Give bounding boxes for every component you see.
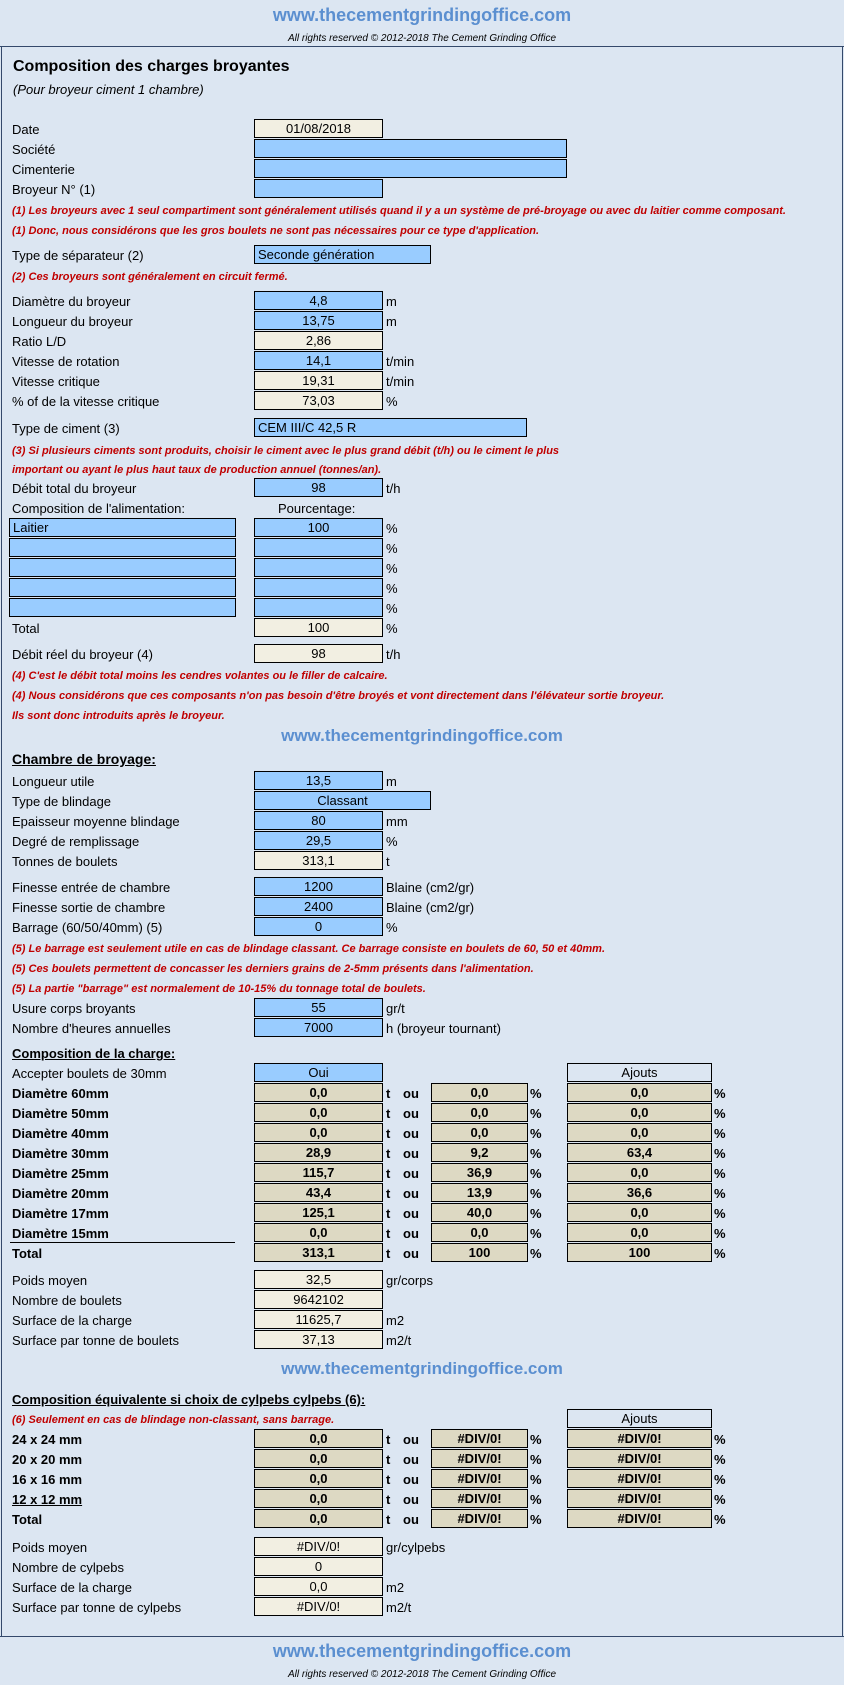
- row-label: 12 x 12 mm: [12, 1492, 83, 1507]
- unit: %: [386, 834, 398, 849]
- longueur-utile-field[interactable]: 13,5: [254, 771, 383, 790]
- unit: gr/cylpebs: [386, 1540, 446, 1555]
- frame-border: [842, 46, 843, 1636]
- heures-label: Nombre d'heures annuelles: [12, 1021, 171, 1036]
- ratio-value: 2,86: [254, 331, 383, 350]
- frame-border: [1, 46, 2, 1636]
- unit: gr/corps: [386, 1273, 433, 1288]
- unit: %: [530, 1106, 542, 1121]
- row-label: Diamètre 20mm: [12, 1186, 109, 1201]
- unit: m2: [386, 1313, 405, 1328]
- unit: ou: [403, 1226, 419, 1241]
- unit: %: [386, 581, 398, 596]
- date-field[interactable]: 01/08/2018: [254, 119, 383, 138]
- unit: t: [386, 1166, 391, 1181]
- ajouts-cell: 63,4: [567, 1143, 712, 1162]
- cyl-poids-label: Poids moyen: [12, 1540, 88, 1555]
- unit: %: [530, 1086, 542, 1101]
- unit: ou: [403, 1452, 419, 1467]
- site-link[interactable]: www.thecementgrindingoffice.com: [272, 5, 572, 25]
- tonnes-cell: 0,0: [254, 1223, 383, 1242]
- tonnes-cell: 0,0: [254, 1509, 383, 1528]
- ajouts-cell: 0,0: [567, 1203, 712, 1222]
- remplissage-label: Degré de remplissage: [12, 834, 140, 849]
- unit: %: [714, 1432, 726, 1447]
- tonnes-cell: 28,9: [254, 1143, 383, 1162]
- unit: ou: [403, 1246, 419, 1261]
- ajouts-cell: #DIV/0!: [567, 1509, 712, 1528]
- unit: t: [386, 1126, 391, 1141]
- poids-moyen-label: Poids moyen: [12, 1273, 88, 1288]
- note-4a: (4) C'est le débit total moins les cendres volantes ou le filler de calcaire.: [12, 670, 388, 682]
- longueur-utile-label: Longueur utile: [12, 774, 95, 789]
- cyl-nombre-value: 0: [254, 1557, 383, 1576]
- tonnes-cell: 125,1: [254, 1203, 383, 1222]
- feed-pct-field[interactable]: 100: [254, 518, 383, 537]
- unit: %: [714, 1106, 726, 1121]
- unit: ou: [403, 1106, 419, 1121]
- unit: t: [386, 1226, 391, 1241]
- pourcentage-label: Pourcentage:: [278, 501, 356, 516]
- diametre-field[interactable]: 4,8: [254, 291, 383, 310]
- broyeur-field[interactable]: [254, 179, 383, 198]
- unit: ou: [403, 1432, 419, 1447]
- site-link[interactable]: www.thecementgrindingoffice.com: [281, 726, 563, 745]
- pct-cell: 40,0: [431, 1203, 528, 1222]
- pct-cell: 100: [431, 1243, 528, 1262]
- feed-name-field[interactable]: [9, 558, 236, 577]
- ajouts-cell: 0,0: [567, 1103, 712, 1122]
- unit: m: [386, 774, 397, 789]
- finesse-entree-label: Finesse entrée de chambre: [12, 880, 171, 895]
- unit: %: [714, 1246, 726, 1261]
- unit: t: [386, 1432, 391, 1447]
- feed-pct-field[interactable]: [254, 538, 383, 557]
- barrage-label: Barrage (60/50/40mm) (5): [12, 920, 163, 935]
- tonnes-cell: 313,1: [254, 1243, 383, 1262]
- unit: %: [386, 561, 398, 576]
- pct-cell: #DIV/0!: [431, 1469, 528, 1488]
- copyright: All rights reserved © 2012-2018 The Cement Grinding Office: [287, 1669, 557, 1680]
- ajouts-cell: #DIV/0!: [567, 1449, 712, 1468]
- copyright: All rights reserved © 2012-2018 The Cement Grinding Office: [287, 33, 557, 44]
- ciment-field[interactable]: CEM III/C 42,5 R: [254, 418, 527, 437]
- usure-label: Usure corps broyants: [12, 1001, 136, 1016]
- broyeur-label: Broyeur N° (1): [12, 182, 96, 197]
- ajouts-cell: 36,6: [567, 1183, 712, 1202]
- unit: %: [530, 1452, 542, 1467]
- diametre-label: Diamètre du broyeur: [12, 294, 131, 309]
- accept-field[interactable]: Oui: [254, 1063, 383, 1082]
- unit: ou: [403, 1186, 419, 1201]
- total-value: 100: [254, 618, 383, 637]
- divider: [0, 1636, 844, 1637]
- unit: t: [386, 1246, 391, 1261]
- tonnes-value: 313,1: [254, 851, 383, 870]
- note-5b: (5) Ces boulets permettent de concasser les derniers grains de 2-5mm présents dans l'alimentation.: [12, 963, 534, 975]
- heures-field[interactable]: 7000: [254, 1018, 383, 1037]
- unit: t: [386, 1492, 391, 1507]
- ajouts-cell: 0,0: [567, 1223, 712, 1242]
- cyl-nombre-label: Nombre de cylpebs: [12, 1560, 124, 1575]
- cyl-surface-label: Surface de la charge: [12, 1580, 132, 1595]
- unit: %: [386, 394, 398, 409]
- row-label: Diamètre 25mm: [12, 1166, 109, 1181]
- surface-charge-value: 11625,7: [254, 1310, 383, 1329]
- vitesse-label: Vitesse de rotation: [12, 354, 120, 369]
- total-label: Total: [12, 621, 40, 636]
- tonnes-cell: 115,7: [254, 1163, 383, 1182]
- debit-field[interactable]: 98: [254, 478, 383, 497]
- unit: t: [386, 1086, 391, 1101]
- epaisseur-label: Epaisseur moyenne blindage: [12, 814, 180, 829]
- blindage-label: Type de blindage: [12, 794, 112, 809]
- chambre-title: Chambre de broyage:: [12, 751, 156, 767]
- unit: t: [386, 1452, 391, 1467]
- unit: %: [530, 1126, 542, 1141]
- ajouts-cell: 100: [567, 1243, 712, 1262]
- cimenterie-label: Cimenterie: [12, 162, 75, 177]
- tonnes-cell: 0,0: [254, 1489, 383, 1508]
- unit: m2/t: [386, 1600, 412, 1615]
- unit: %: [714, 1512, 726, 1527]
- usure-field[interactable]: 55: [254, 998, 383, 1017]
- cyl-surface-value: 0,0: [254, 1577, 383, 1596]
- pct-cell: 0,0: [431, 1123, 528, 1142]
- tonnes-cell: 0,0: [254, 1449, 383, 1468]
- unit: %: [714, 1206, 726, 1221]
- nombre-boulets-label: Nombre de boulets: [12, 1293, 122, 1308]
- tonnes-cell: 43,4: [254, 1183, 383, 1202]
- unit: ou: [403, 1086, 419, 1101]
- finesse-sortie-label: Finesse sortie de chambre: [12, 900, 166, 915]
- pct-cell: 13,9: [431, 1183, 528, 1202]
- note-5c: (5) La partie "barrage" est normalement de 10-15% du tonnage total de boulets.: [12, 983, 426, 995]
- note-4b: (4) Nous considérons que ces composants n'on pas besoin d'être broyés et vont directement dans l'élévateur sortie broyeur.: [12, 690, 665, 702]
- unit: m2: [386, 1580, 405, 1595]
- unit: ou: [403, 1512, 419, 1527]
- unit: m: [386, 314, 397, 329]
- tonnes-cell: 0,0: [254, 1429, 383, 1448]
- note-4c: Ils sont donc introduits après le broyeur.: [12, 710, 225, 722]
- unit: ou: [403, 1126, 419, 1141]
- unit: ou: [403, 1206, 419, 1221]
- vitesse-field[interactable]: 14,1: [254, 351, 383, 370]
- unit: t: [386, 1512, 391, 1527]
- ajouts-cell: 0,0: [567, 1163, 712, 1182]
- row-label: Diamètre 40mm: [12, 1126, 109, 1141]
- debit-reel-value: 98: [254, 644, 383, 663]
- note-3b: important ou ayant le plus haut taux de production annuel (tonnes/an).: [12, 464, 382, 476]
- unit: %: [386, 601, 398, 616]
- note-6: (6) Seulement en cas de blindage non-classant, sans barrage.: [12, 1414, 335, 1426]
- barrage-field[interactable]: 0: [254, 917, 383, 936]
- pct-cell: #DIV/0!: [431, 1509, 528, 1528]
- epaisseur-field[interactable]: 80: [254, 811, 383, 830]
- unit: m2/t: [386, 1333, 412, 1348]
- site-link[interactable]: www.thecementgrindingoffice.com: [281, 1359, 563, 1378]
- unit: %: [386, 621, 398, 636]
- societe-label: Société: [12, 142, 56, 157]
- separateur-label: Type de séparateur (2): [12, 248, 144, 263]
- finesse-entree-field[interactable]: 1200: [254, 877, 383, 896]
- unit: gr/t: [386, 1001, 405, 1016]
- cyl-surface-tonne-value: #DIV/0!: [254, 1597, 383, 1616]
- unit: %: [530, 1246, 542, 1261]
- accept-label: Accepter boulets de 30mm: [12, 1066, 167, 1081]
- unit: t/min: [386, 374, 415, 389]
- unit: m: [386, 294, 397, 309]
- page-subtitle: (Pour broyeur ciment 1 chambre): [13, 82, 204, 97]
- debit-label: Débit total du broyeur: [12, 481, 137, 496]
- unit: t/min: [386, 354, 415, 369]
- date-label: Date: [12, 122, 40, 137]
- societe-field[interactable]: [254, 139, 567, 158]
- unit: t/h: [386, 481, 401, 496]
- charge-title: Composition de la charge:: [12, 1046, 176, 1061]
- unit: ou: [403, 1146, 419, 1161]
- surface-tonne-value: 37,13: [254, 1330, 383, 1349]
- unit: ou: [403, 1166, 419, 1181]
- ciment-label: Type de ciment (3): [12, 421, 120, 436]
- row-label: Total: [12, 1512, 43, 1527]
- row-label: Diamètre 50mm: [12, 1106, 109, 1121]
- note-2: (2) Ces broyeurs sont généralement en circuit fermé.: [12, 271, 288, 283]
- cimenterie-field[interactable]: [254, 159, 567, 178]
- row-label: 24 x 24 mm: [12, 1432, 83, 1447]
- tonnes-label: Tonnes de boulets: [12, 854, 118, 869]
- unit: %: [714, 1146, 726, 1161]
- vitesse-critique-value: 19,31: [254, 371, 383, 390]
- pct-cell: 9,2: [431, 1143, 528, 1162]
- unit: %: [530, 1492, 542, 1507]
- note-5a: (5) Le barrage est seulement utile en cas de blindage classant. Ce barrage consiste en boulets de 60, 50 et 40mm.: [12, 943, 606, 955]
- tonnes-cell: 0,0: [254, 1103, 383, 1122]
- vitesse-critique-label: Vitesse critique: [12, 374, 100, 389]
- pct-critique-label: % of de la vitesse critique: [12, 394, 160, 409]
- pct-critique-value: 73,03: [254, 391, 383, 410]
- unit: %: [530, 1226, 542, 1241]
- feed-name-field[interactable]: [9, 578, 236, 597]
- unit: %: [530, 1146, 542, 1161]
- note-3a: (3) Si plusieurs ciments sont produits, choisir le ciment avec le plus grand débit (t/h) ou le ciment le plus: [12, 445, 560, 457]
- remplissage-field[interactable]: 29,5: [254, 831, 383, 850]
- tonnes-cell: 0,0: [254, 1469, 383, 1488]
- ajouts-cell: #DIV/0!: [567, 1469, 712, 1488]
- ajouts-cell: #DIV/0!: [567, 1429, 712, 1448]
- ajouts-cell: 0,0: [567, 1123, 712, 1142]
- unit: h (broyeur tournant): [386, 1021, 501, 1036]
- unit: %: [530, 1166, 542, 1181]
- row-label: 20 x 20 mm: [12, 1452, 83, 1467]
- pct-cell: 36,9: [431, 1163, 528, 1182]
- feed-pct-field[interactable]: [254, 558, 383, 577]
- debit-reel-label: Débit réel du broyeur (4): [12, 647, 153, 662]
- poids-moyen-value: 32,5: [254, 1270, 383, 1289]
- surface-tonne-label: Surface par tonne de boulets: [12, 1333, 179, 1348]
- row-label: Diamètre 60mm: [12, 1086, 109, 1101]
- row-label: Total: [12, 1246, 43, 1261]
- finesse-sortie-field[interactable]: 2400: [254, 897, 383, 916]
- unit: ou: [403, 1492, 419, 1507]
- unit: %: [714, 1186, 726, 1201]
- unit: %: [530, 1472, 542, 1487]
- site-link[interactable]: www.thecementgrindingoffice.com: [272, 1641, 572, 1661]
- unit: %: [386, 920, 398, 935]
- unit: mm: [386, 814, 408, 829]
- unit: %: [714, 1452, 726, 1467]
- divider: [0, 46, 844, 47]
- unit: %: [530, 1186, 542, 1201]
- cyl-poids-value: #DIV/0!: [254, 1537, 383, 1556]
- ajouts-header: Ajouts: [567, 1409, 712, 1428]
- unit: t: [386, 1206, 391, 1221]
- row-label: Diamètre 30mm: [12, 1146, 109, 1161]
- surface-charge-label: Surface de la charge: [12, 1313, 132, 1328]
- unit: %: [386, 541, 398, 556]
- ajouts-cell: 0,0: [567, 1083, 712, 1102]
- page-title: Composition des charges broyantes: [13, 58, 290, 75]
- unit: Blaine (cm2/gr): [386, 880, 475, 895]
- ajouts-cell: #DIV/0!: [567, 1489, 712, 1508]
- ajouts-header: Ajouts: [567, 1063, 712, 1082]
- unit: t: [386, 1472, 391, 1487]
- feed-pct-field[interactable]: [254, 578, 383, 597]
- tonnes-cell: 0,0: [254, 1123, 383, 1142]
- unit: %: [714, 1472, 726, 1487]
- unit: t: [386, 1106, 391, 1121]
- unit: %: [714, 1126, 726, 1141]
- feed-name-field[interactable]: [9, 538, 236, 557]
- unit: ou: [403, 1472, 419, 1487]
- tonnes-cell: 0,0: [254, 1083, 383, 1102]
- row-label: 16 x 16 mm: [12, 1472, 83, 1487]
- unit: t/h: [386, 647, 401, 662]
- blindage-field[interactable]: Classant: [254, 791, 431, 810]
- pct-cell: #DIV/0!: [431, 1449, 528, 1468]
- pct-cell: #DIV/0!: [431, 1489, 528, 1508]
- unit: t: [386, 1186, 391, 1201]
- unit: %: [714, 1086, 726, 1101]
- row-label: Diamètre 17mm: [12, 1206, 109, 1221]
- unit: %: [530, 1206, 542, 1221]
- note-1b: (1) Donc, nous considérons que les gros boulets ne sont pas nécessaires pour ce type d'application.: [12, 225, 540, 237]
- pct-cell: 0,0: [431, 1103, 528, 1122]
- unit: t: [386, 1146, 391, 1161]
- divider: [10, 1242, 235, 1243]
- nombre-boulets-value: 9642102: [254, 1290, 383, 1309]
- pct-cell: 0,0: [431, 1083, 528, 1102]
- separateur-field[interactable]: Seconde génération: [254, 245, 431, 264]
- unit: %: [714, 1492, 726, 1507]
- pct-cell: #DIV/0!: [431, 1429, 528, 1448]
- cyl-surface-tonne-label: Surface par tonne de cylpebs: [12, 1600, 182, 1615]
- unit: t: [386, 854, 390, 869]
- longueur-field[interactable]: 13,75: [254, 311, 383, 330]
- feed-pct-field[interactable]: [254, 598, 383, 617]
- row-label: Diamètre 15mm: [12, 1226, 109, 1241]
- unit: %: [530, 1512, 542, 1527]
- unit: %: [714, 1166, 726, 1181]
- feed-name-field[interactable]: [9, 598, 236, 617]
- note-1a: (1) Les broyeurs avec 1 seul compartiment sont généralement utilisés quand il y a un système de pré-broyage ou avec du laitier comme composant.: [12, 205, 786, 217]
- unit: %: [530, 1432, 542, 1447]
- cylpebs-title: Composition équivalente si choix de cylpebs cylpebs (6):: [12, 1392, 366, 1407]
- longueur-label: Longueur du broyeur: [12, 314, 133, 329]
- compo-label: Composition de l'alimentation:: [12, 501, 186, 516]
- ratio-label: Ratio L/D: [12, 334, 67, 349]
- feed-name-field[interactable]: Laitier: [9, 518, 236, 537]
- pct-cell: 0,0: [431, 1223, 528, 1242]
- unit: %: [714, 1226, 726, 1241]
- unit: Blaine (cm2/gr): [386, 900, 475, 915]
- unit: %: [386, 521, 398, 536]
